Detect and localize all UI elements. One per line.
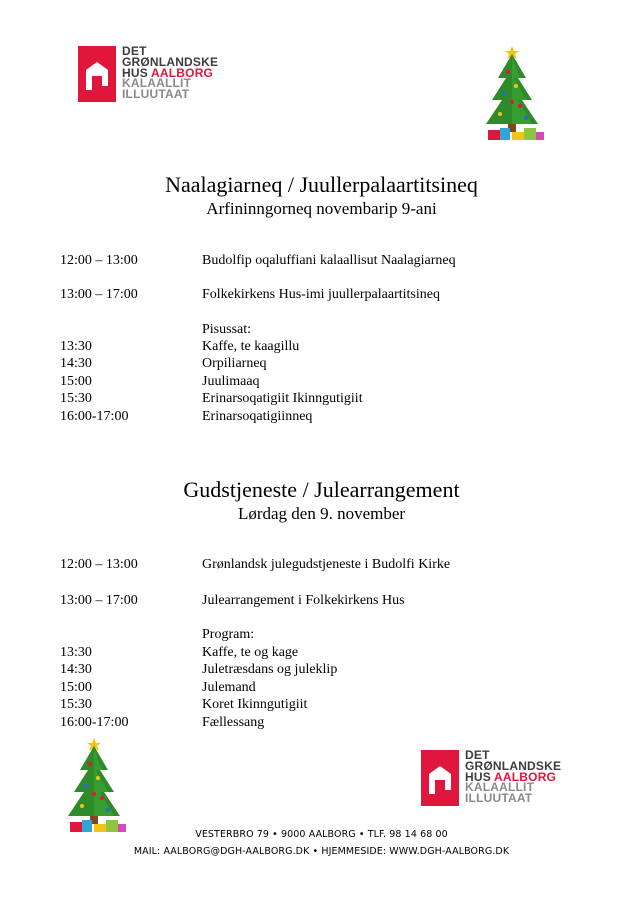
section1-program-time: 13:30 [60, 339, 92, 354]
section1-program-desc: Juulimaaq [202, 374, 260, 389]
section1-program-time: 15:30 [60, 391, 92, 406]
section2-subtitle: Lørdag den 9. november [237, 504, 406, 523]
section1-program-time: 16:00-17:00 [60, 409, 129, 424]
section1-program-time: 14:30 [60, 356, 92, 371]
section2-row-time: 12:00 – 13:00 [60, 557, 138, 572]
logo-top [78, 46, 218, 102]
section2-program-desc: Koret Ikinngutigiit [202, 697, 308, 712]
section1-subtitle: Arfininngorneq novembarip 9-ani [206, 199, 437, 218]
section1-title: Naalagiarneq / Juullerpalaartitsineq [165, 172, 478, 197]
section1-row-desc: Budolfip oqaluffiani kalaallisut Naalagiarneq [202, 253, 456, 268]
logo-mark-icon [421, 750, 459, 806]
section2-program-time: 15:00 [60, 680, 92, 695]
logo-wordmark: DET GRØNLANDSKE HUS AALBORG KALAALLIT ILLUUTAAT [465, 748, 562, 806]
section1-program-label: Pisussat: [202, 322, 252, 337]
section2-row-time: 13:00 – 17:00 [60, 593, 138, 608]
section1-program-desc: Erinarsoqatigiinneq [202, 409, 313, 424]
footer-address: VESTERBRO 79 • 9000 AALBORG • TLF. 98 14 68 00 [195, 829, 448, 840]
section2-program-time: 15:30 [60, 697, 92, 712]
section2-program-desc: Juletræsdans og juleklip [202, 662, 338, 677]
section2-program-label: Program: [202, 627, 255, 642]
footer-contact: MAIL: AALBORG@DGH-AALBORG.DK • HJEMMESIDE: WWW.DGH-AALBORG.DK [133, 846, 510, 857]
section1-program-desc: Kaffe, te kaagillu [202, 339, 300, 354]
section2-program-time: 13:30 [60, 645, 92, 660]
logo-mark-icon [78, 46, 116, 102]
christmas-tree-icon [56, 734, 132, 842]
section2-program-time: 14:30 [60, 662, 92, 677]
section1-program-desc: Orpiliarneq [202, 356, 267, 371]
section2-title: Gudstjeneste / Julearrangement [183, 477, 460, 502]
logo-bottom [421, 750, 561, 806]
section1-row-time: 12:00 – 13:00 [60, 253, 138, 268]
section1-program-time: 15:00 [60, 374, 92, 389]
logo-wordmark: DET GRØNLANDSKE HUS AALBORG KALAALLIT ILLUUTAAT [122, 44, 219, 102]
section2-program-desc: Kaffe, te og kage [202, 645, 299, 660]
section2-program-desc: Fællessang [202, 715, 265, 730]
section2-program-desc: Julemand [202, 680, 256, 695]
section1-program-desc: Erinarsoqatigiit Ikinngutigiit [202, 391, 363, 406]
section1-row-time: 13:00 – 17:00 [60, 287, 138, 302]
section2-row-desc: Grønlandsk julegudstjeneste i Budolfi Kirke [202, 557, 451, 572]
section2-row-desc: Julearrangement i Folkekirkens Hus [202, 593, 405, 608]
section2-program-time: 16:00-17:00 [60, 715, 129, 730]
section1-row-desc: Folkekirkens Hus-imi juullerpalaartitsineq [202, 287, 440, 302]
christmas-tree-icon [474, 42, 550, 150]
